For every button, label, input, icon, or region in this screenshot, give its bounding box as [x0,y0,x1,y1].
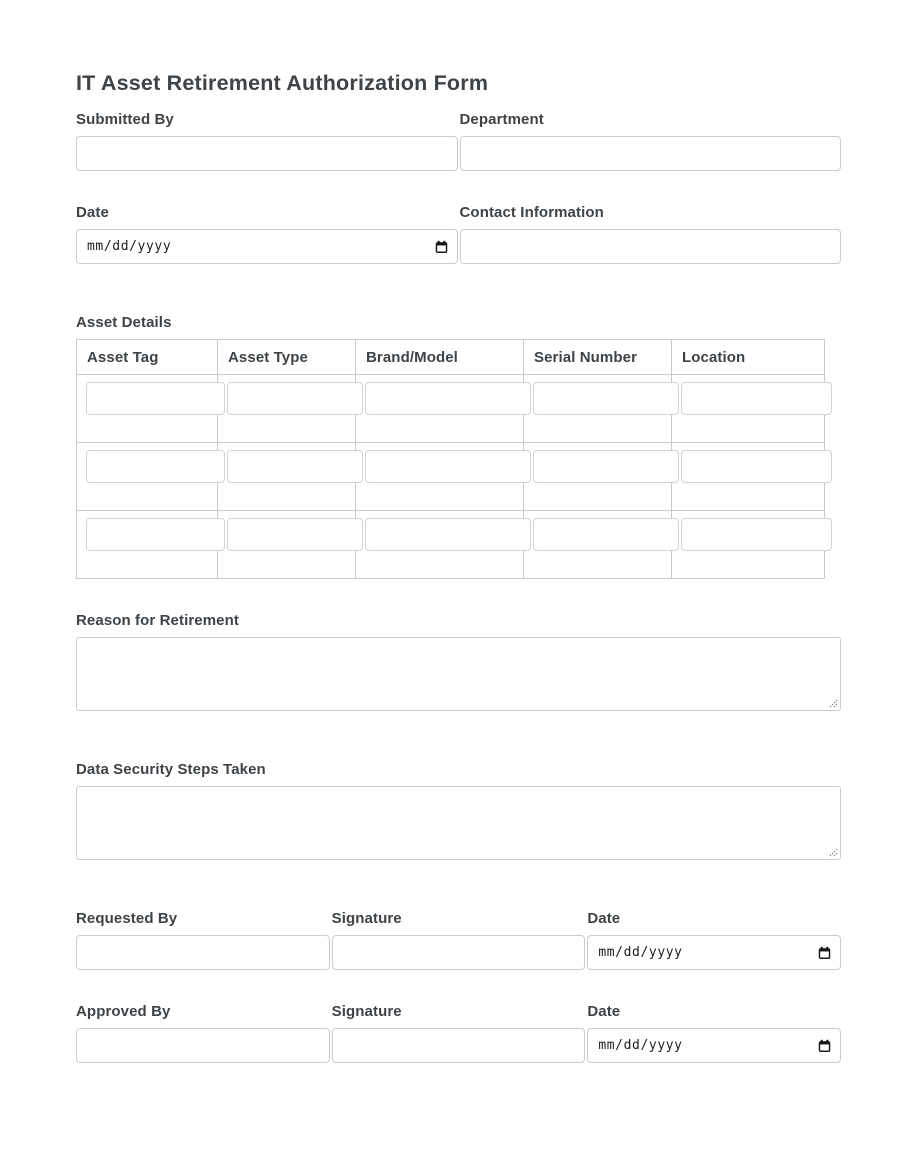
reason-textarea-wrap [76,637,841,711]
contact-information-input[interactable] [460,229,842,264]
field-approved-by [76,1003,330,1063]
requested-date-label: Date [587,910,621,927]
date-label: Date [76,204,109,221]
asset-type-input-row3[interactable] [227,518,363,551]
field-submitted-by [76,111,458,171]
asset-cell [356,375,524,443]
field-contact-information [460,204,842,264]
field-approved-date [587,1003,841,1063]
brand-model-input-row3[interactable] [365,518,531,551]
approved-date-input[interactable] [587,1028,841,1063]
asset-details-label: Asset Details [76,314,172,331]
asset-type-column-header: Asset Type [218,340,356,375]
asset-tag-input-row1[interactable] [86,382,225,415]
data-security-textarea-wrap [76,786,841,860]
reason-label: Reason for Retirement [76,612,239,629]
data-security-section [76,761,841,860]
submitted-by-input[interactable] [76,136,458,171]
serial-number-column-header: Serial Number [524,340,672,375]
reason-textarea[interactable] [76,637,841,711]
data-security-label: Data Security Steps Taken [76,761,266,778]
asset-cell [218,511,356,579]
asset-cell [524,511,672,579]
brand-model-input-row2[interactable] [365,450,531,483]
approved-by-label: Approved By [76,1003,171,1020]
requested-signature-label: Signature [331,910,402,927]
row-approved-by [76,1003,841,1063]
row-requested-by [76,910,841,970]
location-input-row3[interactable] [681,518,832,551]
asset-table-row [77,511,825,579]
department-label: Department [459,111,544,128]
asset-type-input-row1[interactable] [227,382,363,415]
asset-tag-input-row3[interactable] [86,518,225,551]
brand-model-input-row1[interactable] [365,382,531,415]
approved-date-label: Date [587,1003,621,1020]
asset-cell [672,511,825,579]
approved-by-input[interactable] [76,1028,330,1063]
asset-table-header-row [77,340,825,375]
approved-signature-input[interactable] [332,1028,586,1063]
serial-number-input-row1[interactable] [533,382,679,415]
asset-cell [218,375,356,443]
submitted-by-label: Submitted By [76,111,174,128]
location-input-row2[interactable] [681,450,832,483]
approved-date-input-wrap [587,1028,841,1063]
date-input-wrap [76,229,458,264]
field-requested-signature [332,910,586,970]
row-date-contact [76,204,841,264]
page-title: IT Asset Retirement Authorization Form [76,71,489,95]
asset-cell [672,443,825,511]
asset-cell [672,375,825,443]
field-department [460,111,842,171]
serial-number-input-row3[interactable] [533,518,679,551]
asset-cell [77,511,218,579]
asset-details-section [76,314,841,579]
asset-tag-column-header: Asset Tag [77,340,218,375]
field-requested-date [587,910,841,970]
calendar-icon[interactable] [818,945,831,960]
field-requested-by [76,910,330,970]
department-input[interactable] [460,136,842,171]
field-date [76,204,458,264]
data-security-textarea[interactable] [76,786,841,860]
asset-table-row [77,375,825,443]
requested-date-input[interactable] [587,935,841,970]
field-approved-signature [332,1003,586,1063]
requested-date-input-wrap [587,935,841,970]
approved-signature-label: Signature [331,1003,402,1020]
asset-cell [524,375,672,443]
calendar-icon[interactable] [818,1038,831,1053]
location-input-row1[interactable] [681,382,832,415]
asset-table-row [77,443,825,511]
requested-by-label: Requested By [76,910,178,927]
reason-section [76,612,841,711]
asset-cell [524,443,672,511]
asset-cell [218,443,356,511]
asset-cell [356,511,524,579]
brand-model-column-header: Brand/Model [356,340,524,375]
asset-cell [77,375,218,443]
requested-by-input[interactable] [76,935,330,970]
calendar-icon[interactable] [435,239,448,254]
form-container [76,71,841,1167]
row-submitted-department [76,111,841,171]
contact-information-label: Contact Information [459,204,604,221]
serial-number-input-row2[interactable] [533,450,679,483]
location-column-header: Location [672,340,825,375]
asset-tag-input-row2[interactable] [86,450,225,483]
asset-type-input-row2[interactable] [227,450,363,483]
asset-details-table [76,339,825,579]
asset-cell [356,443,524,511]
date-input[interactable] [76,229,458,264]
requested-signature-input[interactable] [332,935,586,970]
asset-cell [77,443,218,511]
